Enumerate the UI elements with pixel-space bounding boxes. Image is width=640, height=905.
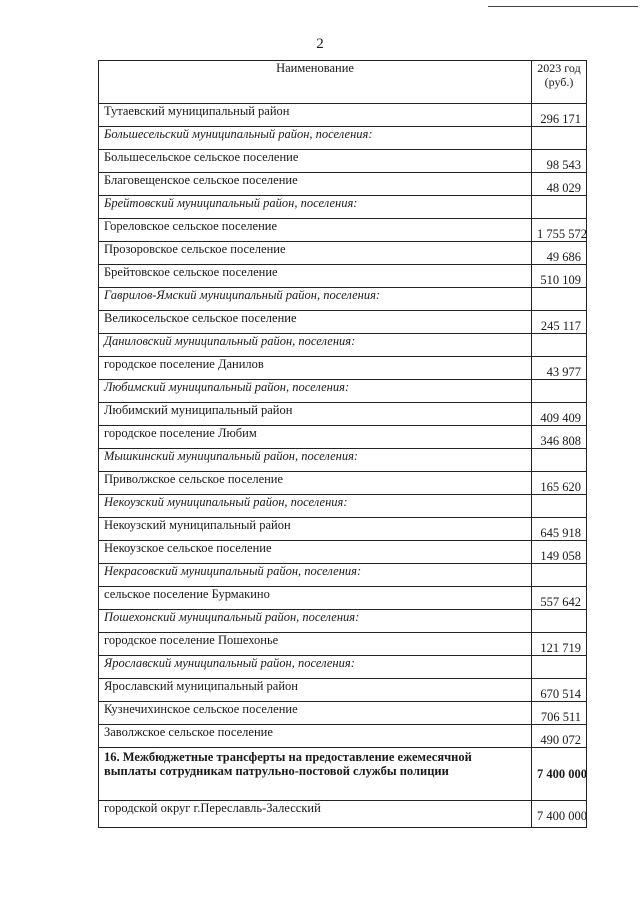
row-name: Даниловский муниципальный район, поселения: <box>99 334 532 357</box>
row-value <box>532 702 587 725</box>
row-name: Ярославский муниципальный район <box>99 679 532 702</box>
row-name: городской округ г.Переславль-Залесский <box>99 801 532 828</box>
district-heading-row <box>99 656 587 679</box>
row-name: Пошехонский муниципальный район, поселения: <box>99 610 532 633</box>
row-value-text: 165 620 <box>540 480 581 494</box>
row-value <box>532 426 587 449</box>
table-row <box>99 633 587 656</box>
row-value-text: 409 409 <box>540 411 581 425</box>
row-value-text: 98 543 <box>546 158 581 172</box>
row-name: сельское поселение Бурмакино <box>99 587 532 610</box>
row-value-text: 48 029 <box>546 181 581 195</box>
row-name: Гореловское сельское поселение <box>99 219 532 242</box>
table-header-row <box>99 61 587 104</box>
table-row <box>99 173 587 196</box>
row-name: Тутаевский муниципальный район <box>99 104 532 127</box>
row-value <box>532 656 587 679</box>
row-value <box>532 334 587 357</box>
row-value <box>532 150 587 173</box>
table-row <box>99 702 587 725</box>
row-name: Ярославский муниципальный район, поселения: <box>99 656 532 679</box>
row-value-text: 49 686 <box>546 250 581 264</box>
table-row <box>99 472 587 495</box>
district-heading-row <box>99 288 587 311</box>
table-row <box>99 150 587 173</box>
district-heading-row <box>99 564 587 587</box>
row-value <box>532 725 587 748</box>
table-row <box>99 541 587 564</box>
row-value <box>532 518 587 541</box>
table-row <box>99 357 587 380</box>
table-row <box>99 265 587 288</box>
row-value <box>532 380 587 403</box>
district-heading-row <box>99 449 587 472</box>
row-name: Большесельский муниципальный район, поселения: <box>99 127 532 150</box>
row-value <box>532 242 587 265</box>
row-value <box>532 265 587 288</box>
row-value <box>532 357 587 380</box>
row-name: Гаврилов-Ямский муниципальный район, поселения: <box>99 288 532 311</box>
row-name: городское поселение Пошехонье <box>99 633 532 656</box>
row-value <box>532 104 587 127</box>
district-heading-row <box>99 127 587 150</box>
row-value-text: 706 511 <box>540 710 581 724</box>
row-value <box>532 127 587 150</box>
top-rule <box>488 6 638 7</box>
row-name: Брейтовское сельское поселение <box>99 265 532 288</box>
row-name: Прозоровское сельское поселение <box>99 242 532 265</box>
row-name: Благовещенское сельское поселение <box>99 173 532 196</box>
row-value <box>532 196 587 219</box>
table-row <box>99 311 587 334</box>
table-row <box>99 403 587 426</box>
row-value-text: 510 109 <box>540 273 581 287</box>
row-value-text: 43 977 <box>546 365 581 379</box>
district-heading-row <box>99 334 587 357</box>
row-name: Некрасовский муниципальный район, поселения: <box>99 564 532 587</box>
row-value <box>532 610 587 633</box>
row-name: Приволжское сельское поселение <box>99 472 532 495</box>
table-row <box>99 679 587 702</box>
row-value-text: 490 072 <box>540 733 581 747</box>
row-value <box>532 801 587 828</box>
section-row <box>99 748 587 801</box>
row-value <box>532 173 587 196</box>
row-name: Некоузский муниципальный район <box>99 518 532 541</box>
district-heading-row <box>99 196 587 219</box>
row-value <box>532 288 587 311</box>
row-value-text: 149 058 <box>540 549 581 563</box>
row-value <box>532 219 587 242</box>
budget-table <box>98 60 587 828</box>
row-value <box>532 633 587 656</box>
row-name: Великосельское сельское поселение <box>99 311 532 334</box>
table-row <box>99 219 587 242</box>
row-value <box>532 472 587 495</box>
row-value-text: 645 918 <box>540 526 581 540</box>
row-name: Большесельское сельское поселение <box>99 150 532 173</box>
table-row <box>99 104 587 127</box>
row-name: городское поселение Данилов <box>99 357 532 380</box>
table-row <box>99 587 587 610</box>
table-row <box>99 801 587 828</box>
row-value-text: 296 171 <box>540 112 581 126</box>
row-value <box>532 679 587 702</box>
district-heading-row <box>99 495 587 518</box>
row-name: Мышкинский муниципальный район, поселения: <box>99 449 532 472</box>
column-header-name: Наименование <box>99 61 532 104</box>
row-value-text: 346 808 <box>540 434 581 448</box>
row-name: городское поселение Любим <box>99 426 532 449</box>
column-header-year: 2023 год (руб.) <box>532 61 587 104</box>
page-number: 2 <box>316 36 324 52</box>
row-value <box>532 587 587 610</box>
row-value-text: 670 514 <box>540 687 581 701</box>
row-name: Некоузский муниципальный район, поселения: <box>99 495 532 518</box>
row-value <box>532 564 587 587</box>
table-row <box>99 725 587 748</box>
table-row <box>99 426 587 449</box>
row-value-text: 121 719 <box>540 641 581 655</box>
row-value-text: 7 400 000 <box>537 809 587 823</box>
row-name: Брейтовский муниципальный район, поселения: <box>99 196 532 219</box>
row-value-text: 245 117 <box>540 319 581 333</box>
row-value <box>532 541 587 564</box>
row-value <box>532 495 587 518</box>
row-value-text: 1 755 572 <box>537 227 587 241</box>
table-row <box>99 518 587 541</box>
row-value <box>532 449 587 472</box>
district-heading-row <box>99 610 587 633</box>
section-title: 16. Межбюджетные трансферты на предоставление ежемесячной выплаты сотрудникам патрульно-постовой службы полиции <box>99 748 532 801</box>
section-total: 7 400 000 <box>532 748 587 801</box>
row-name: Заволжское сельское поселение <box>99 725 532 748</box>
row-value <box>532 311 587 334</box>
row-name: Любимский муниципальный район <box>99 403 532 426</box>
table-row <box>99 242 587 265</box>
row-value-text: 557 642 <box>540 595 581 609</box>
row-name: Любимский муниципальный район, поселения: <box>99 380 532 403</box>
district-heading-row <box>99 380 587 403</box>
row-name: Некоузское сельское поселение <box>99 541 532 564</box>
row-value <box>532 403 587 426</box>
row-name: Кузнечихинское сельское поселение <box>99 702 532 725</box>
